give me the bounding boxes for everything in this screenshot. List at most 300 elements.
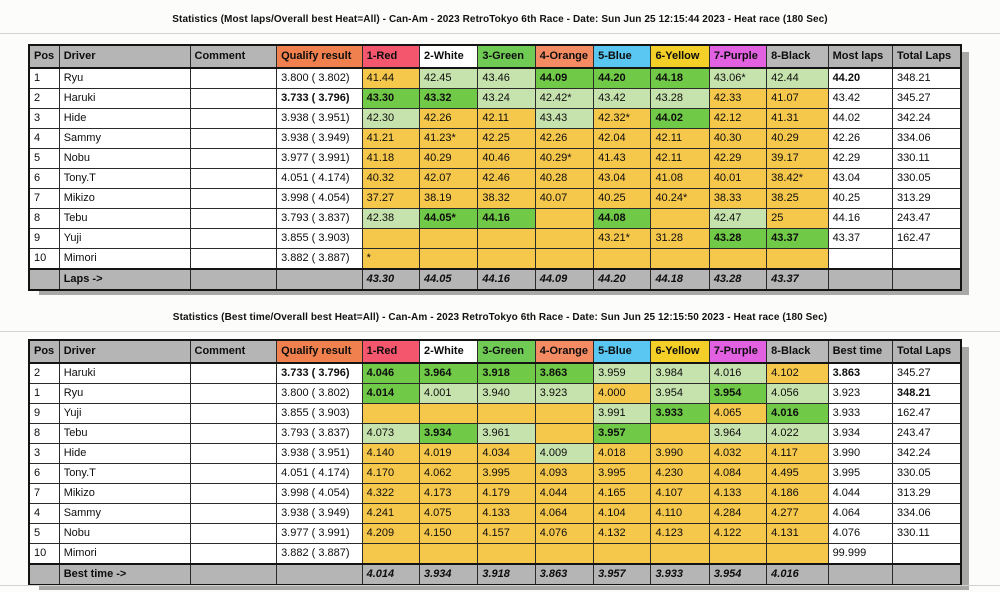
heat-cell: 44.18 bbox=[651, 68, 709, 89]
total-laps-cell: 348.21 bbox=[892, 68, 961, 89]
pos-cell: 7 bbox=[29, 189, 59, 209]
qualify-cell: 3.793 ( 3.837) bbox=[277, 209, 363, 229]
comment-cell bbox=[190, 109, 277, 129]
footer-comment-cell bbox=[190, 564, 277, 585]
heat-cell: 4.107 bbox=[651, 484, 709, 504]
pos-cell: 3 bbox=[29, 444, 59, 464]
heat-cell: 4.131 bbox=[767, 524, 828, 544]
qualify-cell: 3.882 ( 3.887) bbox=[277, 544, 363, 565]
heat-cell: 43.06* bbox=[709, 68, 766, 89]
heat-cell: 3.984 bbox=[651, 363, 709, 384]
heat-cell bbox=[478, 404, 535, 424]
comment-cell bbox=[190, 68, 277, 89]
heat-cell: 40.30 bbox=[709, 129, 766, 149]
heat-cell: 38.32 bbox=[478, 189, 535, 209]
column-header-8-black: 8-Black bbox=[767, 45, 828, 68]
heat-cell bbox=[767, 249, 828, 270]
heat-cell: 4.102 bbox=[767, 363, 828, 384]
heat-cell: 42.32* bbox=[594, 109, 651, 129]
heat-cell: 38.42* bbox=[767, 169, 828, 189]
pos-cell: 10 bbox=[29, 544, 59, 565]
summary-cell: 3.933 bbox=[828, 404, 892, 424]
pos-cell: 8 bbox=[29, 424, 59, 444]
heat-cell: 3.923 bbox=[535, 384, 593, 404]
footer-qualify-cell bbox=[277, 564, 363, 585]
heat-cell: 4.140 bbox=[362, 444, 419, 464]
heat-cell: 3.995 bbox=[478, 464, 535, 484]
heat-cell: 4.056 bbox=[767, 384, 828, 404]
heat-cell: 40.32 bbox=[362, 169, 419, 189]
column-header-total-laps: Total Laps bbox=[892, 340, 961, 363]
pos-cell: 6 bbox=[29, 169, 59, 189]
heat-cell: 43.24 bbox=[478, 89, 535, 109]
heat-cell: 43.46 bbox=[478, 68, 535, 89]
column-header-pos: Pos bbox=[29, 340, 59, 363]
comment-cell bbox=[190, 444, 277, 464]
total-laps-cell: 342.24 bbox=[892, 109, 961, 129]
footer-heat-best-cell: 3.954 bbox=[709, 564, 766, 585]
footer-heat-best-cell: 4.016 bbox=[767, 564, 828, 585]
qualify-cell: 3.938 ( 3.949) bbox=[277, 129, 363, 149]
heat-cell: 43.04 bbox=[594, 169, 651, 189]
total-laps-cell: 313.29 bbox=[892, 484, 961, 504]
comment-cell bbox=[190, 424, 277, 444]
heat-cell: 41.31 bbox=[767, 109, 828, 129]
driver-cell: Haruki bbox=[59, 363, 190, 384]
summary-cell: 44.16 bbox=[828, 209, 892, 229]
pos-cell: 2 bbox=[29, 363, 59, 384]
heat-cell: 4.241 bbox=[362, 504, 419, 524]
heat-cell: 3.934 bbox=[419, 424, 477, 444]
driver-cell: Haruki bbox=[59, 89, 190, 109]
heat-cell: 43.28 bbox=[709, 229, 766, 249]
header-row bbox=[29, 45, 961, 68]
heat-cell: 4.075 bbox=[419, 504, 477, 524]
comment-cell bbox=[190, 363, 277, 384]
column-header-8-black: 8-Black bbox=[767, 340, 828, 363]
footer-label-cell: Laps -> bbox=[59, 269, 190, 290]
footer-heat-best-cell: 43.30 bbox=[362, 269, 419, 290]
heat-cell: 4.123 bbox=[651, 524, 709, 544]
footer-comment-cell bbox=[190, 269, 277, 290]
heat-cell: 43.42 bbox=[594, 89, 651, 109]
footer-heat-best-cell: 4.014 bbox=[362, 564, 419, 585]
summary-cell: 42.29 bbox=[828, 149, 892, 169]
driver-cell: Sammy bbox=[59, 129, 190, 149]
heat-cell: 3.991 bbox=[594, 404, 651, 424]
heat-cell: 40.29 bbox=[419, 149, 477, 169]
heat-cell: 41.43 bbox=[594, 149, 651, 169]
heat-cell: 43.30 bbox=[362, 89, 419, 109]
heat-cell: 42.30 bbox=[362, 109, 419, 129]
heat-cell: 4.157 bbox=[478, 524, 535, 544]
heat-cell: 40.24* bbox=[651, 189, 709, 209]
table-row bbox=[29, 384, 961, 404]
column-header-2-white: 2-White bbox=[419, 45, 477, 68]
heat-cell: 4.110 bbox=[651, 504, 709, 524]
comment-cell bbox=[190, 384, 277, 404]
pos-cell: 2 bbox=[29, 89, 59, 109]
heat-cell: 3.964 bbox=[419, 363, 477, 384]
heat-cell: 42.11 bbox=[478, 109, 535, 129]
driver-cell: Mimori bbox=[59, 544, 190, 565]
heat-cell: 4.014 bbox=[362, 384, 419, 404]
total-laps-cell: 330.11 bbox=[892, 149, 961, 169]
footer-qualify-cell bbox=[277, 269, 363, 290]
heat-cell: 44.02 bbox=[651, 109, 709, 129]
qualify-cell: 3.800 ( 3.802) bbox=[277, 384, 363, 404]
pos-cell: 5 bbox=[29, 149, 59, 169]
heat-cell: 42.29 bbox=[709, 149, 766, 169]
qualify-cell: 3.977 ( 3.991) bbox=[277, 524, 363, 544]
summary-cell: 44.20 bbox=[828, 68, 892, 89]
heat-cell bbox=[419, 229, 477, 249]
table-row bbox=[29, 484, 961, 504]
heat-cell bbox=[651, 544, 709, 565]
driver-cell: Tebu bbox=[59, 209, 190, 229]
driver-cell: Ryu bbox=[59, 384, 190, 404]
summary-cell: 43.37 bbox=[828, 229, 892, 249]
total-laps-cell: 330.05 bbox=[892, 169, 961, 189]
footer-summary-cell bbox=[828, 269, 892, 290]
summary-cell: 99.999 bbox=[828, 544, 892, 565]
column-header-6-yellow: 6-Yellow bbox=[651, 45, 709, 68]
total-laps-cell: 162.47 bbox=[892, 404, 961, 424]
driver-cell: Hide bbox=[59, 109, 190, 129]
footer-total-cell bbox=[892, 564, 961, 585]
heat-cell: 42.44 bbox=[767, 68, 828, 89]
heat-cell bbox=[709, 249, 766, 270]
column-header-2-white: 2-White bbox=[419, 340, 477, 363]
heat-cell: 4.034 bbox=[478, 444, 535, 464]
heat-cell: 43.37 bbox=[767, 229, 828, 249]
summary-cell: 3.995 bbox=[828, 464, 892, 484]
qualify-cell: 3.938 ( 3.951) bbox=[277, 444, 363, 464]
heat-cell: 44.09 bbox=[535, 68, 593, 89]
summary-cell: 3.863 bbox=[828, 363, 892, 384]
heat-cell: 41.44 bbox=[362, 68, 419, 89]
heat-cell: 42.04 bbox=[594, 129, 651, 149]
qualify-cell: 3.800 ( 3.802) bbox=[277, 68, 363, 89]
heat-cell: 4.093 bbox=[535, 464, 593, 484]
heat-cell: 41.18 bbox=[362, 149, 419, 169]
heat-cell: 40.25 bbox=[594, 189, 651, 209]
total-laps-cell: 345.27 bbox=[892, 363, 961, 384]
column-header-best-time: Best time bbox=[828, 340, 892, 363]
column-header-3-green: 3-Green bbox=[478, 340, 535, 363]
column-header-4-orange: 4-Orange bbox=[535, 340, 593, 363]
heat-cell: 40.28 bbox=[535, 169, 593, 189]
table-row bbox=[29, 444, 961, 464]
summary-cell: 4.044 bbox=[828, 484, 892, 504]
table-row bbox=[29, 544, 961, 565]
scan-artifact-line bbox=[0, 585, 1000, 586]
heat-cell bbox=[419, 544, 477, 565]
heat-cell: 42.38 bbox=[362, 209, 419, 229]
pos-cell: 5 bbox=[29, 524, 59, 544]
heat-cell bbox=[651, 249, 709, 270]
heat-cell bbox=[478, 229, 535, 249]
table-row bbox=[29, 524, 961, 544]
column-header-total-laps: Total Laps bbox=[892, 45, 961, 68]
heat-cell bbox=[362, 544, 419, 565]
comment-cell bbox=[190, 544, 277, 565]
heat-cell: 4.046 bbox=[362, 363, 419, 384]
heat-cell: 4.133 bbox=[478, 504, 535, 524]
heat-cell bbox=[594, 544, 651, 565]
qualify-cell: 3.793 ( 3.837) bbox=[277, 424, 363, 444]
heat-cell bbox=[535, 544, 593, 565]
heat-cell: 3.918 bbox=[478, 363, 535, 384]
heat-cell: 42.07 bbox=[419, 169, 477, 189]
driver-cell: Mimori bbox=[59, 249, 190, 270]
footer-summary-cell bbox=[828, 564, 892, 585]
heat-cell: 4.016 bbox=[767, 404, 828, 424]
column-header-6-yellow: 6-Yellow bbox=[651, 340, 709, 363]
table-row bbox=[29, 149, 961, 169]
heat-cell bbox=[535, 249, 593, 270]
total-laps-cell: 313.29 bbox=[892, 189, 961, 209]
heat-cell bbox=[709, 544, 766, 565]
heat-cell bbox=[362, 229, 419, 249]
table-row bbox=[29, 249, 961, 270]
heat-cell: 42.26 bbox=[535, 129, 593, 149]
summary-cell: 43.04 bbox=[828, 169, 892, 189]
table-row bbox=[29, 129, 961, 149]
heat-cell: 4.044 bbox=[535, 484, 593, 504]
heat-cell: 25 bbox=[767, 209, 828, 229]
table-row bbox=[29, 404, 961, 424]
heat-cell: 41.21 bbox=[362, 129, 419, 149]
table-row bbox=[29, 169, 961, 189]
table-row bbox=[29, 189, 961, 209]
heat-cell bbox=[651, 424, 709, 444]
pos-cell: 8 bbox=[29, 209, 59, 229]
comment-cell bbox=[190, 504, 277, 524]
heat-cell: 3.954 bbox=[709, 384, 766, 404]
heat-cell: * bbox=[362, 249, 419, 270]
heat-cell: 42.26 bbox=[419, 109, 477, 129]
heat-cell: 4.132 bbox=[594, 524, 651, 544]
driver-cell: Tony.T bbox=[59, 169, 190, 189]
footer-heat-best-cell: 44.09 bbox=[535, 269, 593, 290]
heat-cell: 4.065 bbox=[709, 404, 766, 424]
heat-cell: 4.000 bbox=[594, 384, 651, 404]
heat-cell: 4.104 bbox=[594, 504, 651, 524]
summary-cell: 3.934 bbox=[828, 424, 892, 444]
driver-cell: Yuji bbox=[59, 229, 190, 249]
footer-row bbox=[29, 564, 961, 585]
heat-cell: 3.933 bbox=[651, 404, 709, 424]
column-header-5-blue: 5-Blue bbox=[594, 45, 651, 68]
heat-cell bbox=[535, 404, 593, 424]
qualify-cell: 3.938 ( 3.951) bbox=[277, 109, 363, 129]
most-laps-table bbox=[28, 44, 962, 291]
footer-heat-best-cell: 3.934 bbox=[419, 564, 477, 585]
comment-cell bbox=[190, 484, 277, 504]
heat-cell: 3.959 bbox=[594, 363, 651, 384]
footer-heat-best-cell: 43.28 bbox=[709, 269, 766, 290]
pos-cell: 1 bbox=[29, 68, 59, 89]
comment-cell bbox=[190, 524, 277, 544]
total-laps-cell: 345.27 bbox=[892, 89, 961, 109]
pos-cell: 1 bbox=[29, 384, 59, 404]
heat-cell: 4.064 bbox=[535, 504, 593, 524]
comment-cell bbox=[190, 89, 277, 109]
best-time-table-title: Statistics (Best time/Overall best Heat=All) - Can-Am - 2023 RetroTokyo 6th Race - Date: Sun Jun 25 12:15:50 2023 - Heat race (180 Sec) bbox=[172, 312, 828, 323]
heat-cell: 42.46 bbox=[478, 169, 535, 189]
footer-row bbox=[29, 269, 961, 290]
comment-cell bbox=[190, 249, 277, 270]
heat-cell: 43.21* bbox=[594, 229, 651, 249]
table-row bbox=[29, 464, 961, 484]
column-header-7-purple: 7-Purple bbox=[709, 340, 766, 363]
header-row bbox=[29, 340, 961, 363]
qualify-cell: 3.733 ( 3.796) bbox=[277, 363, 363, 384]
heat-cell bbox=[767, 544, 828, 565]
driver-cell: Sammy bbox=[59, 504, 190, 524]
summary-cell: 3.990 bbox=[828, 444, 892, 464]
heat-cell: 4.076 bbox=[535, 524, 593, 544]
heat-cell: 37.27 bbox=[362, 189, 419, 209]
pos-cell: 4 bbox=[29, 129, 59, 149]
footer-heat-best-cell: 3.933 bbox=[651, 564, 709, 585]
heat-cell bbox=[478, 249, 535, 270]
summary-cell bbox=[828, 249, 892, 270]
heat-cell: 41.23* bbox=[419, 129, 477, 149]
heat-cell: 40.29 bbox=[767, 129, 828, 149]
footer-label-cell: Best time -> bbox=[59, 564, 190, 585]
heat-cell: 4.073 bbox=[362, 424, 419, 444]
heat-cell bbox=[419, 404, 477, 424]
heat-cell: 3.995 bbox=[594, 464, 651, 484]
table-row bbox=[29, 424, 961, 444]
heat-cell: 42.11 bbox=[651, 129, 709, 149]
total-laps-cell bbox=[892, 544, 961, 565]
scan-artifact-line bbox=[0, 331, 1000, 332]
pos-cell: 7 bbox=[29, 484, 59, 504]
summary-cell: 42.26 bbox=[828, 129, 892, 149]
heat-cell: 4.179 bbox=[478, 484, 535, 504]
heat-cell: 4.016 bbox=[709, 363, 766, 384]
heat-cell: 43.32 bbox=[419, 89, 477, 109]
table-row bbox=[29, 504, 961, 524]
total-laps-cell: 330.05 bbox=[892, 464, 961, 484]
comment-cell bbox=[190, 149, 277, 169]
heat-cell: 4.019 bbox=[419, 444, 477, 464]
heat-cell: 4.032 bbox=[709, 444, 766, 464]
heat-cell: 42.12 bbox=[709, 109, 766, 129]
heat-cell: 42.42* bbox=[535, 89, 593, 109]
qualify-cell: 3.977 ( 3.991) bbox=[277, 149, 363, 169]
heat-cell: 4.022 bbox=[767, 424, 828, 444]
heat-cell: 4.230 bbox=[651, 464, 709, 484]
heat-cell: 40.29* bbox=[535, 149, 593, 169]
column-header-1-red: 1-Red bbox=[362, 45, 419, 68]
column-header-4-orange: 4-Orange bbox=[535, 45, 593, 68]
driver-cell: Yuji bbox=[59, 404, 190, 424]
heat-cell: 4.133 bbox=[709, 484, 766, 504]
total-laps-cell: 243.47 bbox=[892, 424, 961, 444]
column-header-5-blue: 5-Blue bbox=[594, 340, 651, 363]
driver-cell: Tony.T bbox=[59, 464, 190, 484]
heat-cell bbox=[535, 424, 593, 444]
total-laps-cell bbox=[892, 249, 961, 270]
table-row bbox=[29, 109, 961, 129]
heat-cell: 42.25 bbox=[478, 129, 535, 149]
column-header-qualify-result: Qualify result bbox=[277, 45, 363, 68]
heat-cell: 43.28 bbox=[651, 89, 709, 109]
driver-cell: Hide bbox=[59, 444, 190, 464]
footer-heat-best-cell: 3.863 bbox=[535, 564, 593, 585]
heat-cell: 31.28 bbox=[651, 229, 709, 249]
heat-cell: 43.43 bbox=[535, 109, 593, 129]
heat-cell: 4.284 bbox=[709, 504, 766, 524]
heat-cell: 3.863 bbox=[535, 363, 593, 384]
heat-cell: 4.084 bbox=[709, 464, 766, 484]
total-laps-cell: 330.11 bbox=[892, 524, 961, 544]
table-row bbox=[29, 68, 961, 89]
table-row bbox=[29, 229, 961, 249]
driver-cell: Tebu bbox=[59, 424, 190, 444]
pos-cell: 6 bbox=[29, 464, 59, 484]
summary-cell: 4.076 bbox=[828, 524, 892, 544]
column-header-driver: Driver bbox=[59, 45, 190, 68]
total-laps-cell: 243.47 bbox=[892, 209, 961, 229]
footer-heat-best-cell: 44.18 bbox=[651, 269, 709, 290]
qualify-cell: 3.855 ( 3.903) bbox=[277, 229, 363, 249]
heat-cell: 42.33 bbox=[709, 89, 766, 109]
heat-cell: 44.16 bbox=[478, 209, 535, 229]
heat-cell: 4.150 bbox=[419, 524, 477, 544]
pos-cell: 9 bbox=[29, 229, 59, 249]
table-row bbox=[29, 89, 961, 109]
heat-cell: 3.957 bbox=[594, 424, 651, 444]
heat-cell: 4.173 bbox=[419, 484, 477, 504]
summary-cell: 4.064 bbox=[828, 504, 892, 524]
footer-heat-best-cell: 44.20 bbox=[594, 269, 651, 290]
total-laps-cell: 348.21 bbox=[892, 384, 961, 404]
heat-cell: 4.170 bbox=[362, 464, 419, 484]
heat-cell: 39.17 bbox=[767, 149, 828, 169]
summary-cell: 43.42 bbox=[828, 89, 892, 109]
heat-cell: 4.001 bbox=[419, 384, 477, 404]
driver-cell: Mikizo bbox=[59, 189, 190, 209]
heat-cell bbox=[419, 249, 477, 270]
footer-heat-best-cell: 44.16 bbox=[478, 269, 535, 290]
heat-cell: 4.117 bbox=[767, 444, 828, 464]
heat-cell bbox=[651, 209, 709, 229]
comment-cell bbox=[190, 229, 277, 249]
heat-cell: 4.495 bbox=[767, 464, 828, 484]
pos-cell: 9 bbox=[29, 404, 59, 424]
heat-cell: 3.964 bbox=[709, 424, 766, 444]
footer-heat-best-cell: 43.37 bbox=[767, 269, 828, 290]
footer-heat-best-cell: 3.957 bbox=[594, 564, 651, 585]
heat-cell: 4.277 bbox=[767, 504, 828, 524]
heat-cell: 4.209 bbox=[362, 524, 419, 544]
column-header-qualify-result: Qualify result bbox=[277, 340, 363, 363]
heat-cell: 4.165 bbox=[594, 484, 651, 504]
column-header-pos: Pos bbox=[29, 45, 59, 68]
heat-cell: 40.07 bbox=[535, 189, 593, 209]
qualify-cell: 3.733 ( 3.796) bbox=[277, 89, 363, 109]
column-header-driver: Driver bbox=[59, 340, 190, 363]
footer-pos-cell bbox=[29, 564, 59, 585]
most-laps-table-title: Statistics (Most laps/Overall best Heat=All) - Can-Am - 2023 RetroTokyo 6th Race - Date: Sun Jun 25 12:15:44 2023 - Heat race (180 Sec) bbox=[172, 14, 828, 25]
scan-artifact-line bbox=[0, 33, 1000, 34]
qualify-cell: 3.998 ( 4.054) bbox=[277, 484, 363, 504]
